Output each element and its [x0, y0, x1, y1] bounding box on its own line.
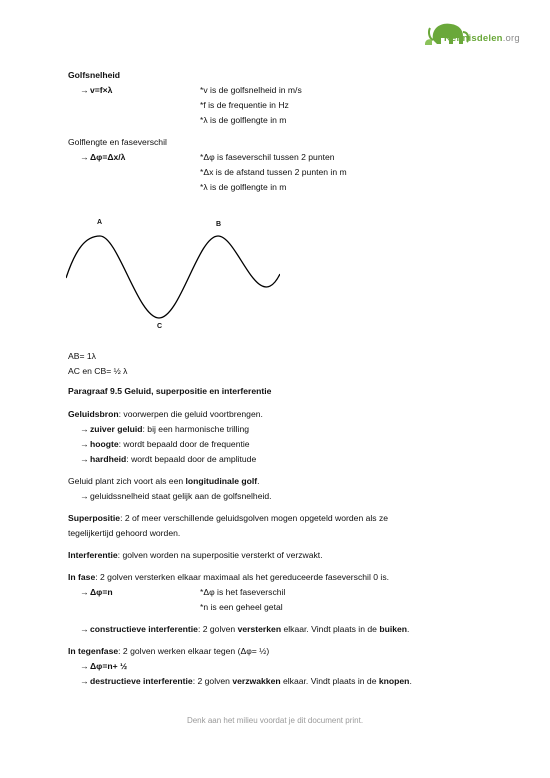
note: *v is de golfsnelheid in m/s [200, 85, 302, 95]
point-label-c: C [157, 323, 163, 330]
text: . [409, 676, 412, 686]
term: hardheid [90, 454, 127, 464]
constructive-line [80, 624, 409, 635]
term: Geluidsbron [68, 409, 119, 419]
definition: : wordt bepaald door de amplitude [126, 454, 257, 464]
note: *Δx is de afstand tussen 2 punten in m [200, 167, 347, 177]
sine-wave-diagram [66, 218, 280, 336]
term: Superpositie [68, 513, 121, 523]
text: geluidssnelheid staat gelijk aan de golfsnelheid. [90, 491, 272, 501]
destructive-line [80, 676, 412, 687]
voortplanting-line [68, 476, 260, 487]
term: In fase [68, 572, 96, 582]
tegenfase-line [68, 646, 269, 657]
arrow-icon: → [80, 676, 89, 686]
note: *λ is de golflengte in m [200, 115, 287, 125]
text: . [407, 624, 410, 634]
note: *n is een geheel getal [200, 602, 283, 612]
sine-wave-curve [66, 236, 280, 318]
term: longitudinale golf [185, 476, 258, 486]
formula-golfsnelheid [80, 85, 112, 96]
arrow-icon: → [80, 491, 89, 501]
list-item [80, 424, 249, 435]
arrow-icon: → [80, 661, 89, 671]
formula-faseverschil [80, 152, 125, 163]
note: *λ is de golflengte in m [200, 182, 287, 192]
relation-ab: AB= 1λ [68, 351, 96, 361]
definition: : 2 golven werken elkaar tegen (Δφ= ½) [118, 646, 270, 656]
list-item [80, 439, 250, 450]
arrow-icon: → [80, 152, 89, 162]
formula-text: Δφ=Δx/λ [90, 152, 126, 162]
logo-tld: .org [502, 33, 520, 44]
text: : 2 golven [197, 624, 238, 634]
point-label-a: A [97, 219, 103, 226]
note: *Δφ is faseverschil tussen 2 punten [200, 152, 335, 162]
infase-line [68, 572, 389, 583]
list-item [80, 491, 272, 502]
arrow-icon: → [80, 624, 89, 634]
heading-golflengte: Golflengte en faseverschil [68, 137, 167, 147]
definition: : golven worden na superpositie versterkt of verzwakt. [117, 550, 323, 560]
relation-ac-cb: AC en CB= ½ λ [68, 366, 128, 376]
arrow-icon: → [80, 85, 89, 95]
logo-brand: Kennisdelen [444, 33, 503, 44]
term: versterken [237, 624, 282, 634]
term: destructieve interferentie [90, 676, 193, 686]
text: Geluid plant zich voort als een [68, 476, 186, 486]
term: knopen [378, 676, 410, 686]
text: elkaar. Vindt plaats in de [280, 676, 379, 686]
page-footer: Denk aan het milieu voordat je dit document print. [186, 716, 364, 725]
definition: : bij een harmonische trilling [142, 424, 250, 434]
term: hoogte [90, 439, 119, 449]
interferentie-line [68, 550, 323, 561]
definition: : wordt bepaald door de frequentie [118, 439, 250, 449]
text: . [257, 476, 260, 486]
text: elkaar. Vindt plaats in de [281, 624, 380, 634]
list-item [80, 454, 256, 465]
arrow-icon: → [80, 454, 89, 464]
formula-text: Δφ=n [90, 587, 113, 597]
superpositie-line [68, 513, 388, 524]
term: verzwakken [232, 676, 281, 686]
heading-golfsnelheid: Golfsnelheid [68, 70, 121, 80]
term: constructieve interferentie [90, 624, 198, 634]
formula-text: Δφ=n+ ½ [90, 661, 128, 671]
section-title: Paragraaf 9.5 Geluid, superpositie en interferentie [68, 386, 272, 396]
definition: : 2 golven versterken elkaar maximaal als het gereduceerde faseverschil 0 is. [95, 572, 389, 582]
formula-infase [80, 587, 113, 598]
term: buiken [379, 624, 408, 634]
note: *Δφ is het faseverschil [200, 587, 286, 597]
term: Interferentie [68, 550, 118, 560]
arrow-icon: → [80, 439, 89, 449]
formula-tegenfase [80, 661, 127, 672]
arrow-icon: → [80, 587, 89, 597]
text: : 2 golven [192, 676, 233, 686]
term: In tegenfase [68, 646, 119, 656]
point-label-b: B [216, 221, 222, 228]
superpositie-line-2: tegelijkertijd gehoord worden. [68, 528, 181, 538]
logo-text [444, 33, 520, 44]
formula-text: v=f×λ [90, 85, 113, 95]
arrow-icon: → [80, 424, 89, 434]
definition: : 2 of meer verschillende geluidsgolven mogen opgeteld worden als ze [120, 513, 389, 523]
note: *f is de frequentie in Hz [200, 100, 289, 110]
geluidsbron-line [68, 409, 263, 420]
term: zuiver geluid [90, 424, 143, 434]
definition: : voorwerpen die geluid voortbrengen. [118, 409, 263, 419]
